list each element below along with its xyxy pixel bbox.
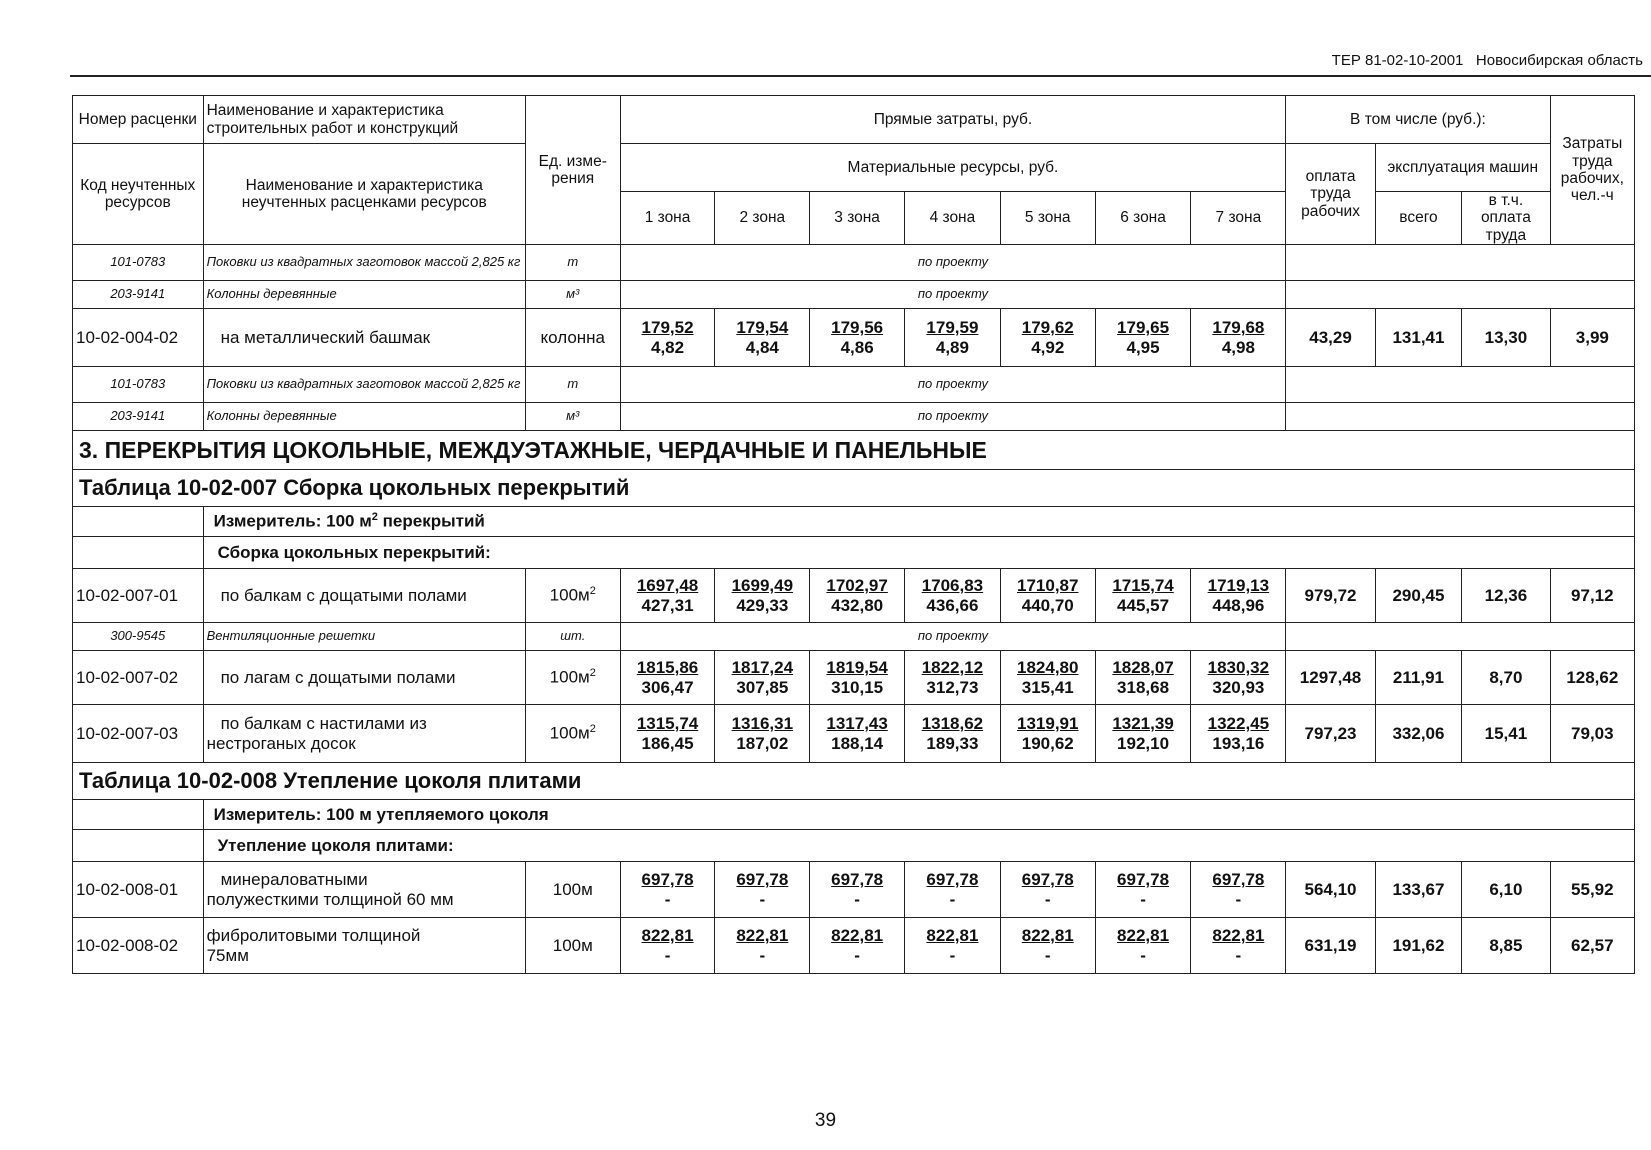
table-row (73, 862, 1635, 918)
empty-cell (1286, 623, 1635, 651)
res-unit: т (525, 367, 620, 403)
zone-7: 7 зона (1191, 192, 1286, 245)
vtch-value: 13,30 (1462, 309, 1550, 367)
rate-name: минераловатными полужесткими толщиной 60 мм (203, 862, 525, 918)
subtitle: Сборка цокольных перекрытий: (203, 537, 1634, 569)
rate-unit: $100м^2$ (525, 569, 620, 623)
subtitle: Утепление цоколя плитами: (203, 830, 1634, 862)
col-material: Материальные ресурсы, руб. (620, 144, 1286, 192)
vsego-value: 290,45 (1375, 569, 1461, 623)
zone-cost: 822,81 - (1191, 918, 1286, 974)
res-name: Поковки из квадратных заготовок массой 2,825 кг (203, 245, 525, 281)
zone-cost: 179,65 4,95 (1095, 309, 1191, 367)
res-name: Колонны деревянные (203, 403, 525, 431)
table-title-row (73, 763, 1635, 800)
col-ed: Ед. изме-рения (525, 96, 620, 245)
rate-unit: 100м (525, 862, 620, 918)
zone-cost: 1322,45 193,16 (1191, 705, 1286, 763)
oplata-value: 564,10 (1286, 862, 1376, 918)
zone-cost: 1824,80 315,41 (1000, 651, 1095, 705)
table-row (73, 281, 1635, 309)
col-ekspl: эксплуатация машин (1375, 144, 1550, 192)
zone-cost: 179,54 4,84 (715, 309, 810, 367)
table-row (73, 651, 1635, 705)
measure-row (73, 507, 1635, 537)
rate-name: по лагам с дощатыми полами (203, 651, 525, 705)
zone-cost: 1318,62 189,33 (905, 705, 1001, 763)
zone-cost: 1317,43 188,14 (810, 705, 905, 763)
rate-code: 10-02-004-02 (73, 309, 204, 367)
empty-cell (1286, 367, 1635, 403)
res-note: по проекту (620, 281, 1286, 309)
rate-name: фибролитовыми толщиной 75мм (203, 918, 525, 974)
col-naim: Наименование и характеристика строительных работ и конструкций (203, 96, 525, 144)
zone-cost: 179,59 4,89 (905, 309, 1001, 367)
col-kod: Код неучтенных ресурсов (73, 144, 204, 245)
zone-cost: 697,78 - (905, 862, 1001, 918)
zone-cost: 697,78 - (620, 862, 715, 918)
col-vtch: в т.ч. оплата труда (1462, 192, 1550, 245)
vsego-value: 131,41 (1375, 309, 1461, 367)
doc-code: ТЕР 81-02-10-2001 (1331, 52, 1464, 69)
table-row (73, 705, 1635, 763)
empty-cell (1286, 245, 1635, 281)
table-title: Таблица 10-02-008 Утепление цоколя плитами (73, 763, 1635, 800)
res-note: по проекту (620, 403, 1286, 431)
res-code: 203-9141 (73, 281, 204, 309)
subtitle-row (73, 537, 1635, 569)
zone-cost: 179,68 4,98 (1191, 309, 1286, 367)
empty-cell (73, 830, 204, 862)
table-row (73, 403, 1635, 431)
zatraty-value: 3,99 (1550, 309, 1634, 367)
zone-2: 2 зона (715, 192, 810, 245)
table-row (73, 918, 1635, 974)
rate-unit: 100м (525, 918, 620, 974)
res-note: по проекту (620, 623, 1286, 651)
zatraty-value: 62,57 (1550, 918, 1634, 974)
measure-text: Измеритель: 100 $м^2$ перекрытий (203, 507, 1634, 537)
oplata-value: 979,72 (1286, 569, 1376, 623)
zone-cost: 697,78 - (715, 862, 810, 918)
table-row (73, 569, 1635, 623)
res-name: Поковки из квадратных заготовок массой 2,825 кг (203, 367, 525, 403)
subtitle-row (73, 830, 1635, 862)
page-number: 39 (814, 1110, 837, 1131)
res-unit: м³ (525, 281, 620, 309)
zone-cost: 1699,49 429,33 (715, 569, 810, 623)
rate-code: 10-02-008-01 (73, 862, 204, 918)
col-vtom: В том числе (руб.): (1286, 96, 1550, 144)
empty-cell (1286, 281, 1635, 309)
measure-text: Измеритель: 100 м утепляемого цоколя (203, 800, 1634, 830)
vsego-value: 332,06 (1375, 705, 1461, 763)
rate-name: по балкам с дощатыми полами (203, 569, 525, 623)
zone-cost: 1817,24 307,85 (715, 651, 810, 705)
zone-cost: 697,78 - (1095, 862, 1191, 918)
zone-cost: 822,81 - (715, 918, 810, 974)
rate-name: по балкам с настилами из нестроганых досок (203, 705, 525, 763)
res-code: 101-0783 (73, 367, 204, 403)
empty-cell (73, 800, 204, 830)
res-note: по проекту (620, 367, 1286, 403)
res-unit: м³ (525, 403, 620, 431)
res-note: по проекту (620, 245, 1286, 281)
zone-cost: 1321,39 192,10 (1095, 705, 1191, 763)
col-nomer: Номер расценки (73, 96, 204, 144)
rates-table (72, 95, 1635, 974)
header-rule (70, 75, 1651, 77)
zone-1: 1 зона (620, 192, 715, 245)
rate-unit: колонна (525, 309, 620, 367)
zatraty-value: 79,03 (1550, 705, 1634, 763)
vtch-value: 12,36 (1462, 569, 1550, 623)
oplata-value: 797,23 (1286, 705, 1376, 763)
page-header (1332, 52, 1643, 69)
zone-cost: 697,78 - (1000, 862, 1095, 918)
col-vsego: всего (1375, 192, 1461, 245)
empty-cell (73, 507, 204, 537)
zone-6: 6 зона (1095, 192, 1191, 245)
zone-cost: 1719,13 448,96 (1191, 569, 1286, 623)
col-oplata: оплата труда рабочих (1286, 144, 1376, 245)
table-title: Таблица 10-02-007 Сборка цокольных перекрытий (73, 470, 1635, 507)
res-code: 101-0783 (73, 245, 204, 281)
zone-cost: 822,81 - (810, 918, 905, 974)
region: Новосибирская область (1475, 52, 1643, 69)
col-zatraty: Затраты труда рабочих, чел.-ч (1550, 96, 1634, 245)
zone-cost: 822,81 - (1000, 918, 1095, 974)
zone-4: 4 зона (905, 192, 1001, 245)
zone-cost: 1828,07 318,68 (1095, 651, 1191, 705)
res-name: Вентиляционные решетки (203, 623, 525, 651)
empty-cell (73, 537, 204, 569)
rate-code: 10-02-007-02 (73, 651, 204, 705)
zone-cost: 1315,74 186,45 (620, 705, 715, 763)
vtch-value: 8,70 (1462, 651, 1550, 705)
oplata-value: 1297,48 (1286, 651, 1376, 705)
col-naim-neuch: Наименование и характеристика неучтенных расценками ресурсов (203, 144, 525, 245)
zone-cost: 1702,97 432,80 (810, 569, 905, 623)
zone-cost: 822,81 - (620, 918, 715, 974)
measure-row (73, 800, 1635, 830)
zone-cost: 1830,32 320,93 (1191, 651, 1286, 705)
section-row (73, 431, 1635, 470)
zone-cost: 179,52 4,82 (620, 309, 715, 367)
vtch-value: 15,41 (1462, 705, 1550, 763)
rate-code: 10-02-007-01 (73, 569, 204, 623)
zone-cost: 697,78 - (1191, 862, 1286, 918)
zone-cost: 1715,74 445,57 (1095, 569, 1191, 623)
table-row (73, 623, 1635, 651)
zone-cost: 1706,83 436,66 (905, 569, 1001, 623)
zone-3: 3 зона (810, 192, 905, 245)
zatraty-value: 97,12 (1550, 569, 1634, 623)
res-unit: шт. (525, 623, 620, 651)
vtch-value: 6,10 (1462, 862, 1550, 918)
table-row (73, 367, 1635, 403)
vsego-value: 133,67 (1375, 862, 1461, 918)
vtch-value: 8,85 (1462, 918, 1550, 974)
table-title-row (73, 470, 1635, 507)
res-code: 300-9545 (73, 623, 204, 651)
rate-name: на металлический башмак (203, 309, 525, 367)
res-code: 203-9141 (73, 403, 204, 431)
section-title: 3. ПЕРЕКРЫТИЯ ЦОКОЛЬНЫЕ, МЕЖДУЭТАЖНЫЕ, ЧЕРДАЧНЫЕ И ПАНЕЛЬНЫЕ (73, 431, 1635, 470)
vsego-value: 191,62 (1375, 918, 1461, 974)
zone-cost: 697,78 - (810, 862, 905, 918)
oplata-value: 631,19 (1286, 918, 1376, 974)
empty-cell (1286, 403, 1635, 431)
col-pryamye: Прямые затраты, руб. (620, 96, 1286, 144)
res-name: Колонны деревянные (203, 281, 525, 309)
res-unit: т (525, 245, 620, 281)
zone-cost: 822,81 - (905, 918, 1001, 974)
rate-unit: $100м^2$ (525, 651, 620, 705)
zone-cost: 1697,48 427,31 (620, 569, 715, 623)
vsego-value: 211,91 (1375, 651, 1461, 705)
table-row (73, 309, 1635, 367)
zatraty-value: 128,62 (1550, 651, 1634, 705)
zone-cost: 1815,86 306,47 (620, 651, 715, 705)
zatraty-value: 55,92 (1550, 862, 1634, 918)
rate-unit: $100м^2$ (525, 705, 620, 763)
zone-cost: 1316,31 187,02 (715, 705, 810, 763)
zone-cost: 1822,12 312,73 (905, 651, 1001, 705)
zone-cost: 179,56 4,86 (810, 309, 905, 367)
zone-cost: 1319,91 190,62 (1000, 705, 1095, 763)
zone-cost: 1819,54 310,15 (810, 651, 905, 705)
oplata-value: 43,29 (1286, 309, 1376, 367)
zone-5: 5 зона (1000, 192, 1095, 245)
rate-code: 10-02-008-02 (73, 918, 204, 974)
zone-cost: 1710,87 440,70 (1000, 569, 1095, 623)
table-row (73, 245, 1635, 281)
rate-code: 10-02-007-03 (73, 705, 204, 763)
zone-cost: 822,81 - (1095, 918, 1191, 974)
zone-cost: 179,62 4,92 (1000, 309, 1095, 367)
